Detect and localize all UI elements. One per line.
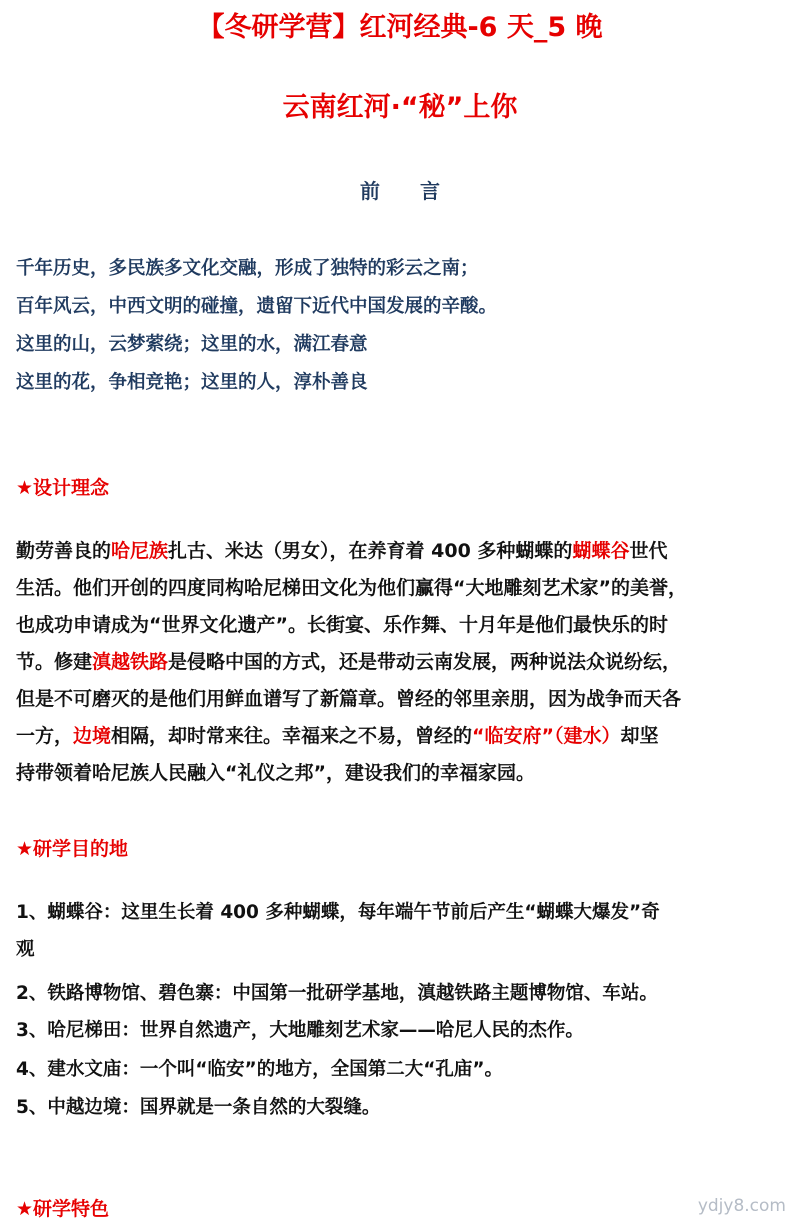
paragraph-line: 节。修建滇越铁路是侵略中国的方式，还是带动云南发展，两种说法众说纷纭，	[16, 651, 682, 673]
preface-heading: 前 言	[360, 179, 440, 203]
highlight-hani: 哈尼族	[111, 540, 169, 562]
poem-line: 这里的花，争相竞艳；这里的人，淳朴善良	[16, 372, 368, 393]
highlight-railway: 滇越铁路	[92, 651, 169, 673]
paragraph-line: 一方，边境相隔，却时常来往。幸福来之不易，曾经的“临安府”（建水）却坚	[16, 725, 659, 747]
watermark: ydjy8.com	[697, 1196, 786, 1216]
paragraph-line: 也成功申请成为“世界文化遗产”。长街宴、乐作舞、十月年是他们最快乐的时	[16, 614, 668, 636]
highlight-linan: “临安府”（建水）	[472, 725, 621, 747]
section-heading-features: ★研学特色	[16, 1198, 110, 1220]
paragraph-line: 持带领着哈尼族人民融入“礼仪之邦”，建设我们的幸福家园。	[16, 762, 535, 784]
list-item: 3、哈尼梯田：世界自然遗产，大地雕刻艺术家——哈尼人民的杰作。	[16, 1020, 584, 1041]
list-item: 5、中越边境：国界就是一条自然的大裂缝。	[16, 1097, 381, 1118]
document-subtitle: 云南红河·“秘”上你	[282, 92, 518, 123]
poem-line: 千年历史，多民族多文化交融，形成了独特的彩云之南；	[16, 258, 479, 279]
paragraph-line: 勤劳善良的哈尼族扎古、米达（男女），在养育着 400 多种蝴蝶的蝴蝶谷世代	[16, 540, 668, 562]
paragraph-line: 生活。他们开创的四度同构哈尼梯田文化为他们赢得“大地雕刻艺术家”的美誉，	[16, 577, 687, 599]
highlight-butterfly-valley: 蝴蝶谷	[572, 540, 630, 562]
highlight-border: 边境	[73, 725, 112, 747]
document-title: 【冬研学营】红河经典-6 天_5 晚	[197, 12, 603, 43]
section-heading-design: ★设计理念	[16, 477, 110, 499]
list-item: 1、蝴蝶谷：这里生长着 400 多种蝴蝶，每年端午节前后产生“蝴蝶大爆发”奇	[16, 902, 660, 923]
section-heading-destinations: ★研学目的地	[16, 838, 129, 860]
paragraph-line: 但是不可磨灭的是他们用鲜血谱写了新篇章。曾经的邻里亲朋，因为战争而天各	[16, 688, 682, 710]
poem-line: 这里的山，云梦萦绕；这里的水，满江春意	[16, 334, 368, 355]
list-item: 2、铁路博物馆、碧色寨：中国第一批研学基地，滇越铁路主题博物馆、车站。	[16, 983, 658, 1004]
list-item: 4、建水文庙：一个叫“临安”的地方，全国第二大“孔庙”。	[16, 1059, 504, 1080]
list-item: 观	[16, 939, 35, 960]
poem-line: 百年风云，中西文明的碰撞，遗留下近代中国发展的辛酸。	[16, 296, 498, 317]
